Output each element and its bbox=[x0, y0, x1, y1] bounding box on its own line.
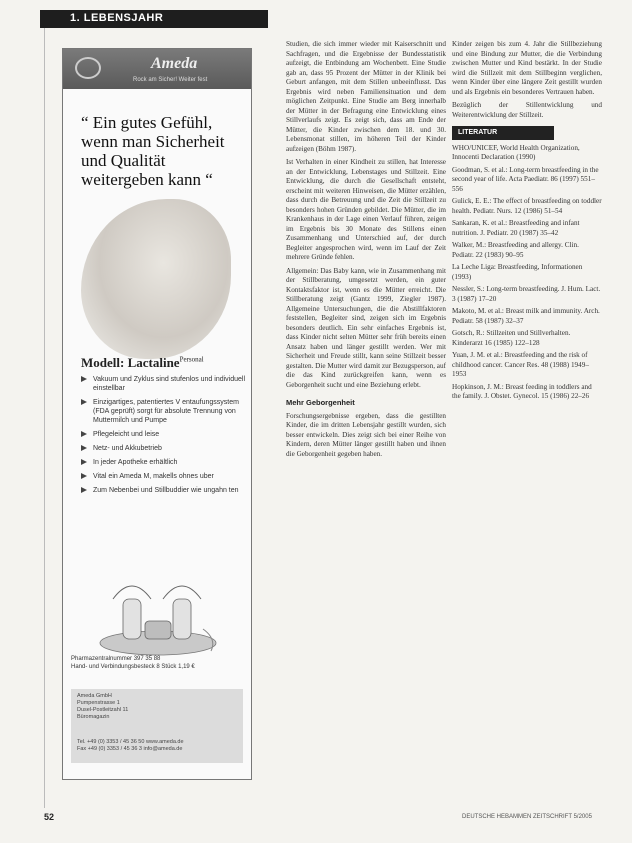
brand-logo-icon bbox=[75, 57, 101, 79]
reference-item: Nessler, S.: Long-term breastfeeding. J. Hum. Lact. 3 (1987) 17–20 bbox=[452, 285, 601, 303]
section-header bbox=[40, 10, 268, 28]
reference-item: Goodman, S. et al.: Long-term breastfeeding in the second year of life. Acta Paediatr. 86 (1997) 551–556 bbox=[452, 165, 599, 193]
feature-list bbox=[81, 375, 245, 500]
body-paragraph: Forschungsergebnisse ergeben, dass die gestillten Kinder, die im dritten Lebensjahr gestillt wurden, sich besser entwickeln. Dies zeigt sich bei einer Reihe von Kindern, deren Mütter länger gestillt haben und ihnen die Geborgenheit gegeben haben. bbox=[286, 411, 446, 458]
brand-tagline: Rock am Sicher! Weiter fest bbox=[133, 77, 208, 83]
body-paragraph: Allgemein: Das Baby kann, wie in Zusammenhang mit der Stillberatung, umgesetzt werden, ein guter Kontaktsfaktor ist, wenn es die Mütter erreicht. Die Stillberatung zeigt (Gantz 1999, Ziegler 1987). Allgemeine Untersuchungen, die die Abstillfaktoren feststellen, Begleiter sind, zeigen sich im Ergebnis besonders deutlich. Ein sehr einfaches Ergebnis ist, dass Kinder nicht selten Mütter sehr früh bereits einen Ansatz haben und länger gestillt werden. Wer mit Sicherheit und Freude stillt, kann seine Stillzeit besser gestalten. Die Mutter wird damit zur Bezugsperson, auf die das Kind zurückgreifen kann, wenn es Geborgenheit sucht und eine Beziehung erlebt. bbox=[286, 266, 446, 389]
body-paragraph: Bezüglich der Stillentwicklung und Weiterentwicklung der Stillzeit. bbox=[452, 101, 602, 119]
reference-item: Sankaran, K. et al.: Breastfeeding and infant nutrition. J. Pediatr. 20 (1987) 35–42 bbox=[452, 219, 580, 237]
baby-photo bbox=[81, 199, 231, 359]
reference-item: Gulick, E. E.: The effect of breastfeeding on toddler health. Pediatr. Nurs. 12 (1986) 51–54 bbox=[452, 197, 602, 215]
pricing-text: Pharmazentralnummer 397 35 88 Hand- und Verbindungsbesteck 8 Stück 1,19 € bbox=[71, 656, 195, 670]
body-paragraph: Ist Verhalten in einer Kindheit zu stillen, hat Interesse an der Entwicklung, Lebenstages und Stillzeit. Eine Entwicklung, die durch die Gesellschaft entsteht, erscheint mit weiteren Hinweisen, die Mütter erzählen, dass durch die Betreuung und die Zeit die Stillzeit zu besonders hohen Gründen gebildet. Die Mütter, die im Krankenhaus in der Lage einen Verlauf führen, zeigen im Ergebnis bis 30 Monate des Stillens einen Zusammenhang und Unterschied auf, der durch Begleiter angesprochen wird, wenn im Lauf der Zeit mehrere Gründe fehlen. bbox=[286, 158, 446, 261]
reference-item: La Leche Liga: Breastfeeding, Informationen (1993) bbox=[452, 263, 583, 281]
feature-item: Pflegeleicht und leise bbox=[81, 430, 245, 439]
company-contacts: Tel. +49 (0) 3353 / 45 36 50 www.ameda.de Fax +49 (0) 3353 / 45 36 3 info@ameda.de bbox=[77, 739, 184, 752]
ad-quote: “ Ein gutes Gefühl, wenn man Sicherheit und Qualität weitergeben kann “ bbox=[81, 113, 225, 189]
model-title bbox=[81, 355, 204, 371]
company-address: Ameda GmbH Pumpenstrasse 1 Dusel-Postleitzahl 11 Büromagazin bbox=[77, 693, 129, 720]
page-number: 52 bbox=[44, 812, 55, 822]
body-paragraph: Studien, die sich immer wieder mit Kaiserschnitt und Sachfragen, und die Ergebnisse der Bundesstatistik aufzeigt, die Entbindung am Wochenbett. Eine Studie gab an, dass 95 Prozent der Mütter in der Klinik bei Geburt anfangen, mit dem Stillen unbeeinflusst. Das Ergebnis wird neben Familiensituation und dem möglichen Zeitpunkt. Eine Studie am Berg innerhalb der Mütter in der Befragung eine Entwicklung eines Stillverlaufs zeigt. Es zeigt sich, dass am Ende der Mütter, die Kinder zwischen dem 18. und 30. Lebensmonat stillen, im höheren Teil der Kinder aufzeigen (Böhm 1987). bbox=[286, 40, 446, 153]
model-suffix: Personal bbox=[179, 355, 204, 364]
reference-item: Gotsch, R.: Stillzeiten und Stillverhalten. Kinderarzt 16 (1985) 122–128 bbox=[452, 329, 571, 347]
body-paragraph: Kinder zeigen bis zum 4. Jahr die Stillbeziehung und eine Bindung zur Mutter, die die Verbindung zwischen Mutter und Kind bestärkt. In der Studie wird die Stillzeit mit dem Stillbeginn verglichen, wenn Kinder über eine längere Zeit gestillt wurden und als Ergebnis ein besonderes Vertrauen haben. bbox=[452, 40, 602, 96]
reference-item: Yuan, J. M. et al.: Breastfeeding and the risk of childhood cancer. Cancer Res. 48 (1988) 1949–1953 bbox=[452, 351, 589, 378]
literature-heading: LITERATUR bbox=[452, 126, 554, 140]
model-name: Modell: Lactaline bbox=[81, 355, 180, 370]
reference-item: Makoto, M. et al.: Breast milk and immunity. Arch. Pediatr. 58 (1987) 32–37 bbox=[452, 307, 600, 325]
advertisement bbox=[62, 48, 252, 780]
reference-list bbox=[452, 144, 602, 402]
breast-pump-image bbox=[93, 569, 223, 659]
feature-item: In jeder Apotheke erhältlich bbox=[81, 458, 245, 467]
feature-item: Vital ein Ameda M, makells ohnes uber bbox=[81, 472, 245, 481]
brand-name: Ameda bbox=[151, 55, 198, 72]
margin-rule bbox=[44, 28, 45, 808]
brand-band bbox=[63, 49, 251, 89]
contact-box bbox=[71, 689, 243, 763]
reference-item: WHO/UNICEF, World Health Organization, Innocenti Declaration (1990) bbox=[452, 143, 580, 161]
feature-item: Vakuum und Zyklus sind stufenlos und individuell einstellbar bbox=[81, 375, 245, 393]
reference-item: Walker, M.: Breastfeeding and allergy. Clin. Pediatr. 22 (1983) 90–95 bbox=[452, 241, 579, 259]
feature-item: Einzigartiges, patentiertes V entaufungssystem (FDA geprüft) sorgt für absolute Trennung von Muttermilch und Pumpe bbox=[81, 398, 245, 425]
section-subhead: Mehr Geborgenheit bbox=[286, 398, 355, 407]
section-title: 1. LEBENSJAHR bbox=[70, 12, 164, 24]
article-column-middle bbox=[286, 40, 446, 800]
feature-item: Zum Nebenbei und Stillbuddier wie ungahn ten bbox=[81, 486, 245, 495]
reference-item: Hopkinson, J. M.: Breast feeding in toddlers and the family. J. Obstet. Gynecol. 15 (1986) 22–26 bbox=[452, 382, 592, 400]
article-column-right bbox=[452, 40, 602, 800]
feature-item: Netz- und Akkubetrieb bbox=[81, 444, 245, 453]
journal-footer: DEUTSCHE HEBAMMEN ZEITSCHRIFT 5/2005 bbox=[462, 814, 592, 820]
